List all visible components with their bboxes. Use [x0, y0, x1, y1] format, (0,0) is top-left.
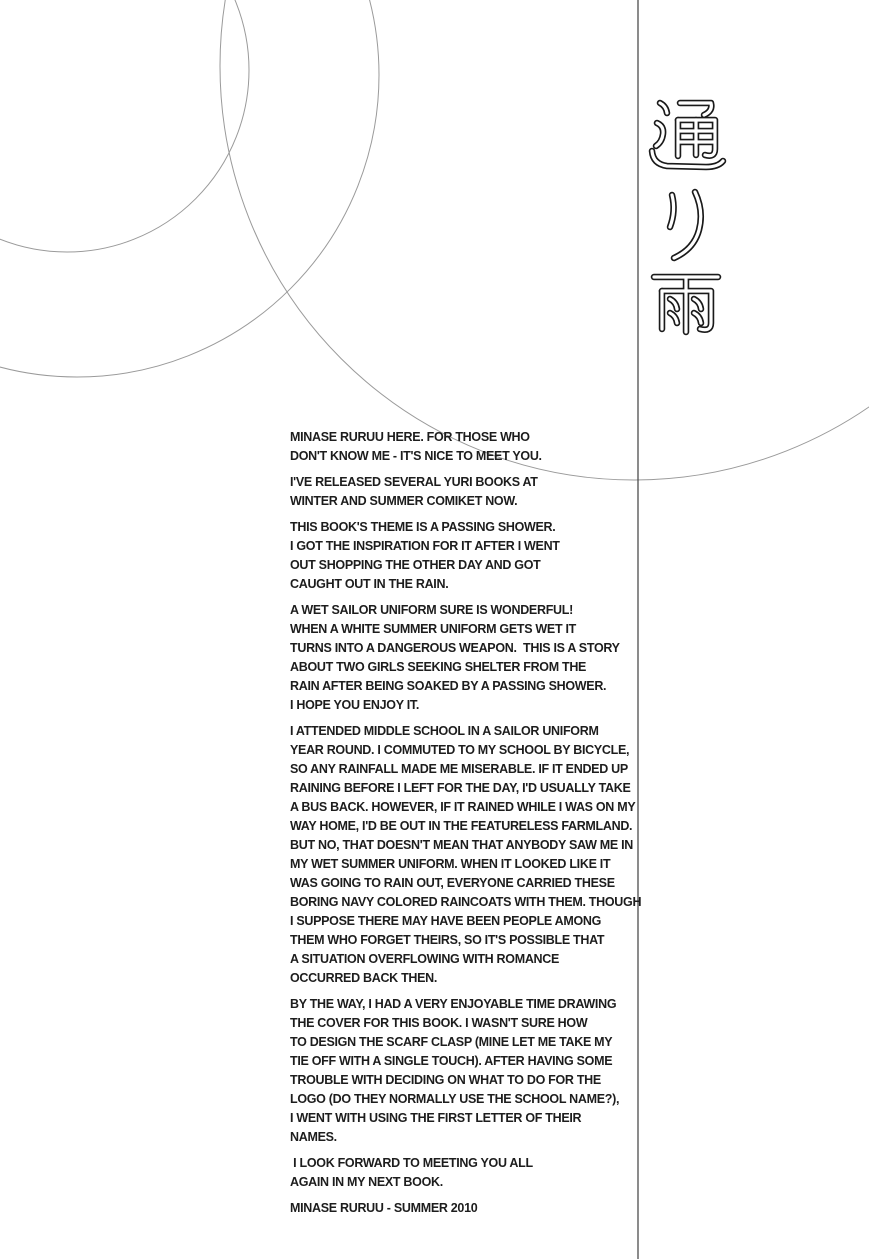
- text-line: MINASE RURUU HERE. FOR THOSE WHO: [290, 430, 530, 444]
- text-line: RAIN AFTER BEING SOAKED BY A PASSING SHOWER.: [290, 679, 607, 693]
- text-line: THEM WHO FORGET THEIRS, SO IT'S POSSIBLE THAT: [290, 933, 605, 947]
- circle-medium: [0, 0, 379, 377]
- text-line: A WET SAILOR UNIFORM SURE IS WONDERFUL!: [290, 603, 573, 617]
- text-line: RAINING BEFORE I LEFT FOR THE DAY, I'D USUALLY TAKE: [290, 781, 631, 795]
- text-line: AGAIN IN MY NEXT BOOK.: [290, 1175, 443, 1189]
- text-line: I SUPPOSE THERE MAY HAVE BEEN PEOPLE AMONG: [290, 914, 602, 928]
- text-line: TROUBLE WITH DECIDING ON WHAT TO DO FOR THE: [290, 1073, 601, 1087]
- text-line: OUT SHOPPING THE OTHER DAY AND GOT: [290, 558, 541, 572]
- text-line: WAY HOME, I'D BE OUT IN THE FEATURELESS FARMLAND.: [290, 819, 633, 833]
- text-line: A BUS BACK. HOWEVER, IF IT RAINED WHILE I WAS ON MY: [290, 800, 636, 814]
- text-line: I'VE RELEASED SEVERAL YURI BOOKS AT: [290, 475, 538, 489]
- text-line: BUT NO, THAT DOESN'T MEAN THAT ANYBODY SAW ME IN: [290, 838, 633, 852]
- vertical-title: [644, 99, 728, 359]
- text-line: SO ANY RAINFALL MADE ME MISERABLE. IF IT ENDED UP: [290, 762, 628, 776]
- text-line: NAMES.: [290, 1130, 337, 1144]
- text-line: YEAR ROUND. I COMMUTED TO MY SCHOOL BY BICYCLE,: [290, 743, 630, 757]
- text-line: DON'T KNOW ME - IT'S NICE TO MEET YOU.: [290, 449, 542, 463]
- afterword-text: [290, 428, 642, 1225]
- afterword-paragraph: [290, 428, 625, 466]
- afterword-paragraph: [290, 601, 625, 715]
- text-line: WAS GOING TO RAIN OUT, EVERYONE CARRIED THESE: [290, 876, 615, 890]
- text-line: WHEN A WHITE SUMMER UNIFORM GETS WET IT: [290, 622, 576, 636]
- text-line: THIS BOOK'S THEME IS A PASSING SHOWER.: [290, 520, 556, 534]
- afterword-paragraph: [290, 1154, 625, 1192]
- text-line: I LOOK FORWARD TO MEETING YOU ALL: [290, 1156, 533, 1170]
- text-line: TURNS INTO A DANGEROUS WEAPON. THIS IS A STORY: [290, 641, 620, 655]
- text-line: THE COVER FOR THIS BOOK. I WASN'T SURE HOW: [290, 1016, 588, 1030]
- afterword-paragraph: [290, 722, 642, 988]
- text-line: BORING NAVY COLORED RAINCOATS WITH THEM. THOUGH: [290, 895, 642, 909]
- text-line: I WENT WITH USING THE FIRST LETTER OF THEIR: [290, 1111, 582, 1125]
- text-line: CAUGHT OUT IN THE RAIN.: [290, 577, 449, 591]
- text-line: I GOT THE INSPIRATION FOR IT AFTER I WENT: [290, 539, 560, 553]
- text-line: OCCURRED BACK THEN.: [290, 971, 438, 985]
- text-line: I ATTENDED MIDDLE SCHOOL IN A SAILOR UNIFORM: [290, 724, 599, 738]
- afterword-paragraph: [290, 995, 625, 1147]
- afterword-paragraph: [290, 518, 625, 594]
- text-line: LOGO (DO THEY NORMALLY USE THE SCHOOL NAME?),: [290, 1092, 620, 1106]
- text-line: A SITUATION OVERFLOWING WITH ROMANCE: [290, 952, 560, 966]
- text-line: TIE OFF WITH A SINGLE TOUCH). AFTER HAVING SOME: [290, 1054, 613, 1068]
- circle-large: [220, 0, 869, 480]
- text-line: WINTER AND SUMMER COMIKET NOW.: [290, 494, 518, 508]
- text-line: TO DESIGN THE SCARF CLASP (MINE LET ME TAKE MY: [290, 1035, 613, 1049]
- afterword-paragraph: [290, 1199, 625, 1218]
- circle-small: [0, 0, 249, 252]
- title-kanji-art: [644, 99, 728, 359]
- text-line: I HOPE YOU ENJOY IT.: [290, 698, 419, 712]
- afterword-paragraph: [290, 473, 625, 511]
- text-line: ABOUT TWO GIRLS SEEKING SHELTER FROM THE: [290, 660, 587, 674]
- text-line: BY THE WAY, I HAD A VERY ENJOYABLE TIME DRAWING: [290, 997, 617, 1011]
- text-line: MY WET SUMMER UNIFORM. WHEN IT LOOKED LIKE IT: [290, 857, 611, 871]
- text-line: MINASE RURUU - SUMMER 2010: [290, 1201, 478, 1215]
